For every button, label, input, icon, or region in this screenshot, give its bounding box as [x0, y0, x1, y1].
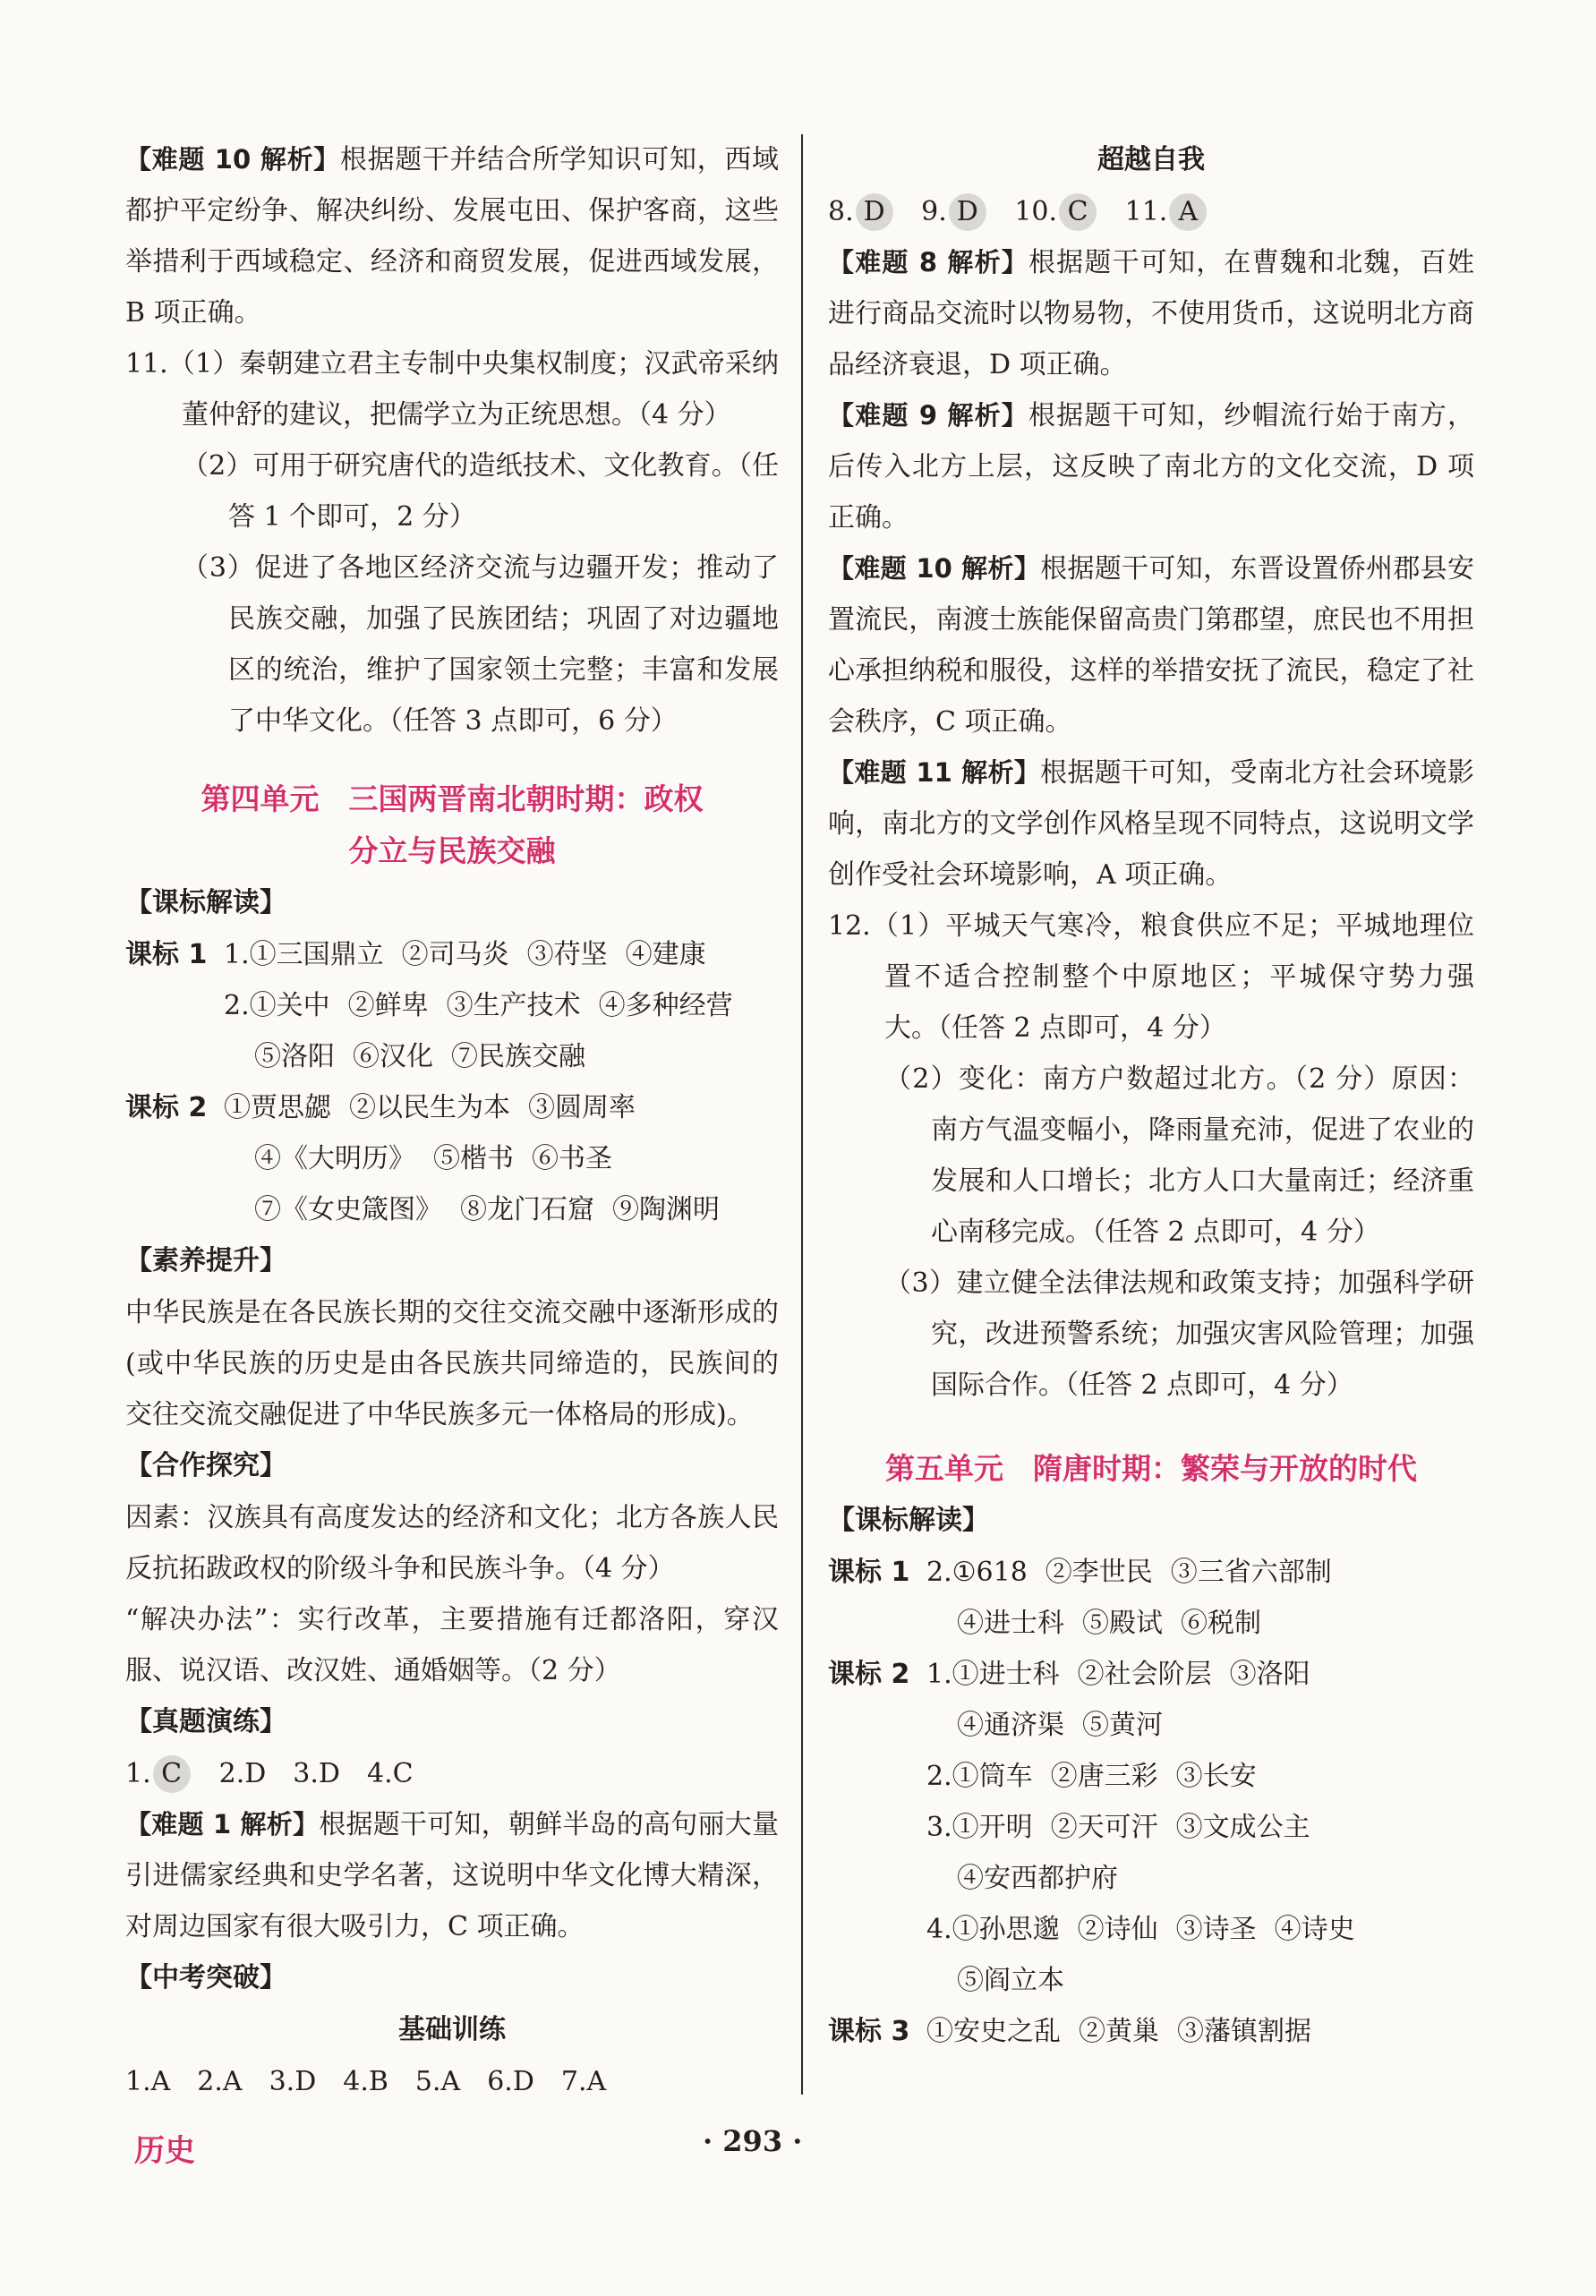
item: 2.①筒车 — [926, 1761, 1033, 1792]
standard-1-row1 — [224, 929, 779, 980]
surpass-answers — [828, 186, 1474, 237]
u5-standard-2-row6 — [926, 1904, 1474, 1955]
item: 1.①三国鼎立 — [224, 939, 384, 970]
q11-part2: （2）可用于研究唐代的造纸技术、文化教育。（任答 1 个即可，2 分） — [182, 450, 779, 533]
item: ④多种经营 — [598, 990, 733, 1021]
item: ⑥书圣 — [532, 1143, 612, 1174]
answer-number: 9. — [921, 196, 947, 227]
nt1-tag: 【难题 1 解析】 — [125, 1809, 320, 1839]
nt8-tag: 【难题 8 解析】 — [828, 247, 1028, 277]
section-kbjd: 【课标解读】 — [125, 887, 286, 918]
nt9-analysis — [828, 390, 1474, 543]
item: ②李世民 — [1045, 1557, 1153, 1588]
u5-standard-1 — [828, 1547, 1474, 1649]
q10-body: 根据题干并结合所学知识可知，西域都护平定纷争、解决纠纷、发展屯田、保护客商，这些举措利于西域稳定、经济和商贸发展，促进西域发展，B 项正确。 — [125, 144, 779, 329]
item: ⑤殿试 — [1082, 1608, 1163, 1639]
item: 2.①关中 — [224, 990, 330, 1021]
item: ⑤洛阳 — [254, 1041, 335, 1072]
item: ③藩镇割据 — [1177, 2016, 1311, 2047]
q10-analysis — [125, 134, 779, 338]
nt9-body: 根据题干可知，纱帽流行始于南方，后传入北方上层，这反映了南北方的文化交流，D 项正确。 — [828, 400, 1475, 533]
unit5-title: 第五单元 隋唐时期：繁荣与开放的时代 — [885, 1451, 1417, 1486]
u5-standard-1-label: 课标 1 — [828, 1557, 910, 1588]
item: ④诗史 — [1274, 1914, 1355, 1945]
u5-standard-3-body — [926, 2006, 1474, 2057]
u5-standard-3-label: 课标 3 — [828, 2016, 910, 2047]
item: 1.①进士科 — [926, 1659, 1060, 1690]
standard-2-row3 — [224, 1184, 779, 1235]
nt9-tag: 【难题 9 解析】 — [828, 400, 1028, 431]
standard-2-body — [224, 1082, 779, 1235]
u5-standard-2-row3 — [926, 1751, 1474, 1802]
item: ①安史之乱 — [926, 2016, 1061, 2047]
item: ③圆周率 — [528, 1092, 636, 1123]
nt1-analysis — [125, 1799, 779, 1952]
hztj-factors: 因素：汉族具有高度发达的经济和文化；北方各族人民反抗拓跋政权的阶级斗争和民族斗争。（4 分） — [125, 1502, 779, 1584]
page-number: · 293 · — [703, 2124, 803, 2158]
item: ③诗圣 — [1175, 1914, 1257, 1945]
item: ③长安 — [1175, 1761, 1257, 1792]
answer-circle: D — [856, 193, 893, 231]
answer-circle: A — [1169, 193, 1207, 231]
u5-standard-2-row1 — [926, 1649, 1474, 1700]
surpass-self-title: 超越自我 — [1097, 144, 1205, 175]
nt10-body: 根据题干可知，东晋设置侨州郡县安置流民，南渡士族能保留高贵门第郡望，庶民也不用担心承担纳税和服役，这样的举措安抚了流民，稳定了社会秩序，C 项正确。 — [828, 553, 1474, 738]
answer-number: 1. — [125, 1758, 151, 1789]
u5-standard-2-row2 — [926, 1700, 1474, 1751]
left-column — [125, 134, 779, 2107]
section-zktp: 【中考突破】 — [125, 1962, 286, 1993]
subject-label: 历史 — [134, 2133, 195, 2169]
q12-part3: （3）建立健全法律法规和政策支持；加强科学研究，改进预警系统；加强灾害风险管理；加强国际合作。（任答 2 点即可，4 分） — [884, 1267, 1474, 1401]
item: ③文成公主 — [1175, 1812, 1310, 1843]
q11-part3: （3）促进了各地区经济交流与边疆开发；推动了民族交融，加强了民族团结；巩固了对边疆地区的统治，维护了国家领土完整；丰富和发展了中华文化。（任答 3 点即可，6 分） — [182, 552, 779, 737]
standard-2-row1 — [224, 1082, 779, 1133]
item: ⑥汉化 — [353, 1041, 433, 1072]
nt11-body: 根据题干可知，受南北方社会环境影响，南北方的文学创作风格呈现不同特点，这说明文学创作受社会环境影响，A 项正确。 — [828, 757, 1474, 891]
item: ⑥税制 — [1181, 1608, 1261, 1639]
hztj-solution: “解决办法”：实行改革，主要措施有迁都洛阳，穿汉服、说汉语、改汉姓、通婚姻等。（2 分） — [125, 1604, 779, 1686]
item: ④建康 — [625, 939, 706, 970]
item: ⑧龙门石窟 — [460, 1194, 594, 1225]
item: ⑤阎立本 — [957, 1965, 1064, 1996]
standard-2 — [125, 1082, 779, 1235]
column-divider — [801, 134, 803, 2095]
item: ⑦民族交融 — [451, 1041, 585, 1072]
item: ④《大明历》 — [254, 1143, 415, 1174]
standard-1 — [125, 929, 779, 1082]
item: ②以民生为本 — [349, 1092, 510, 1123]
item: 2.①618 — [926, 1557, 1028, 1588]
basic-training-answers: 1.A 2.A 3.D 4.B 5.A 6.D 7.A — [125, 2066, 607, 2097]
item: ②司马炎 — [401, 939, 509, 970]
item: ③生产技术 — [446, 990, 581, 1021]
answers-rest: 2.D 3.D 4.C — [218, 1758, 414, 1789]
item: ②唐三彩 — [1050, 1761, 1158, 1792]
section-sytsh: 【素养提升】 — [125, 1245, 286, 1276]
nt1-body: 根据题干可知，朝鲜半岛的高句丽大量引进儒家经典和史学名著，这说明中华文化博大精深，对周边国家有很大吸引力，C 项正确。 — [125, 1809, 779, 1942]
q12-part1: 12.（1）平城天气寒冷，粮食供应不足；平城地理位置不适合控制整个中原地区；平城保守势力强大。（任答 2 点即可，4 分） — [828, 910, 1474, 1044]
u5-standard-2-row5 — [926, 1853, 1474, 1904]
section-kbjd-5: 【课标解读】 — [828, 1505, 989, 1536]
answer-number: 10. — [1014, 196, 1058, 227]
item: ③苻坚 — [526, 939, 608, 970]
item: ⑦《女史箴图》 — [254, 1194, 442, 1225]
item: ②诗仙 — [1077, 1914, 1158, 1945]
item: ①贾思勰 — [224, 1092, 331, 1123]
item: ④进士科 — [957, 1608, 1064, 1639]
item: ⑤楷书 — [433, 1143, 514, 1174]
answer-number: 8. — [828, 196, 854, 227]
nt11-analysis — [828, 747, 1474, 900]
item: ④通济渠 — [957, 1710, 1064, 1741]
answer-circle: C — [1059, 193, 1097, 231]
u5-standard-1-body — [926, 1547, 1474, 1649]
u5-standard-3 — [828, 2006, 1474, 2057]
answer-circle: D — [949, 193, 986, 231]
item: ②鲜卑 — [347, 990, 429, 1021]
item: ⑨陶渊明 — [612, 1194, 720, 1225]
item: ③三省六部制 — [1170, 1557, 1332, 1588]
item: ②黄巢 — [1079, 2016, 1159, 2047]
standard-2-label: 课标 2 — [125, 1092, 208, 1123]
unit4-title-line1: 第四单元 三国两晋南北朝时期：政权 — [201, 781, 704, 816]
standard-1-row2 — [224, 980, 779, 1031]
standard-1-label: 课标 1 — [125, 939, 208, 970]
ztyl-answers — [125, 1748, 779, 1799]
u5-standard-2-row4 — [926, 1802, 1474, 1853]
item: 3.①开明 — [926, 1812, 1033, 1843]
q11-part1: 11.（1）秦朝建立君主专制中央集权制度；汉武帝采纳董仲舒的建议，把儒学立为正统思想。（4 分） — [125, 348, 779, 431]
item: ③洛阳 — [1229, 1659, 1310, 1690]
answer-number: 11. — [1124, 196, 1168, 227]
section-ztyl: 【真题演练】 — [125, 1706, 286, 1737]
u5-standard-3-row1 — [926, 2006, 1474, 2057]
standard-1-body — [224, 929, 779, 1082]
standard-2-row2 — [224, 1133, 779, 1184]
u5-standard-2 — [828, 1649, 1474, 2006]
q10-tag: 【难题 10 解析】 — [125, 144, 340, 175]
right-column — [828, 134, 1474, 2057]
u5-standard-2-label: 课标 2 — [828, 1659, 910, 1690]
answer-circle: C — [153, 1755, 191, 1793]
unit4-title-line2: 分立与民族交融 — [348, 833, 556, 868]
u5-standard-1-row2 — [926, 1598, 1474, 1649]
item: ②社会阶层 — [1077, 1659, 1212, 1690]
item: ④安西都护府 — [957, 1863, 1118, 1894]
item: 4.①孙思邈 — [926, 1914, 1060, 1945]
item: ②天可汗 — [1050, 1812, 1158, 1843]
nt8-analysis — [828, 237, 1474, 390]
nt10-analysis — [828, 543, 1474, 747]
u5-standard-2-body — [926, 1649, 1474, 2006]
item: ⑤黄河 — [1082, 1710, 1163, 1741]
u5-standard-1-row1 — [926, 1547, 1474, 1598]
sytsh-body: 中华民族是在各民族长期的交往交流交融中逐渐形成的(或中华民族的历史是由各民族共同缔造的，民族间的交往交流交融促进了中华民族多元一体格局的形成)。 — [125, 1297, 779, 1430]
u5-standard-2-row7 — [926, 1955, 1474, 2006]
basic-training-title: 基础训练 — [398, 2014, 506, 2045]
nt8-body: 根据题干可知，在曹魏和北魏，百姓进行商品交流时以物易物，不使用货币，这说明北方商品经济衰退，D 项正确。 — [828, 247, 1475, 380]
nt11-tag: 【难题 11 解析】 — [828, 757, 1041, 788]
section-hztj: 【合作探究】 — [125, 1450, 286, 1481]
q12-part2: （2）变化：南方户数超过北方。（2 分）原因：南方气温变幅小，降雨量充沛，促进了农业的发展和人口增长；北方人口大量南迁；经济重心南移完成。（任答 2 点即可，4 分） — [884, 1063, 1474, 1248]
nt10-tag: 【难题 10 解析】 — [828, 553, 1041, 584]
standard-1-row3 — [224, 1031, 779, 1082]
